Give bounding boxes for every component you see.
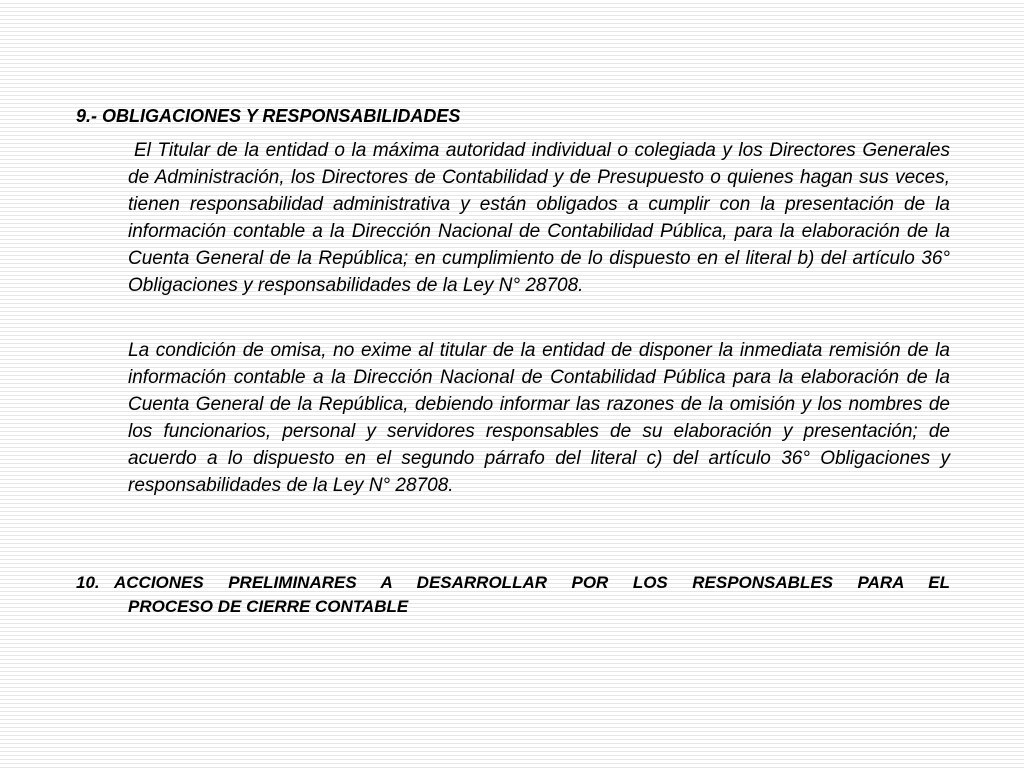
section-10-heading — [76, 571, 950, 619]
section-10-title-line-1: ACCIONES PRELIMINARES A DESARROLLAR POR LOS RESPONSABLES PARA EL — [114, 573, 950, 592]
section-10-number: 10. — [76, 573, 100, 592]
section-9-paragraph-2: La condición de omisa, no exime al titular de la entidad de disponer la inmediata remisión de la información contable a la Dirección Nacional de Contabilidad Pública para la elaboración de la Cuenta General de la República, debiendo informar las razones de la omisión y los nombres de los funcionarios, personal y servidores responsables de su elaboración y presentación; de acuerdo a lo dispuesto en el segundo párrafo del literal c) del artículo 36° Obligaciones y responsabilidades de la Ley N° 28708. — [128, 340, 950, 496]
section-9-heading: 9.- OBLIGACIONES Y RESPONSABILIDADES — [76, 106, 461, 126]
section-9-paragraph-1: El Titular de la entidad o la máxima autoridad individual o colegiada y los Directores Generales de Administración, los Directores de Contabilidad y de Presupuesto o quienes hagan sus veces, tienen responsabilidad administrativa y están obligados a cumplir con la presentación de la información contable a la Dirección Nacional de Contabilidad Pública, para la elaboración de la Cuenta General de la República; en cumplimiento de lo dispuesto en el literal b) del artículo 36° Obligaciones y responsabilidades de la Ley N° 28708. — [128, 140, 950, 296]
section-10-title-line-2: PROCESO DE CIERRE CONTABLE — [128, 597, 409, 616]
section-10-title — [114, 571, 950, 619]
